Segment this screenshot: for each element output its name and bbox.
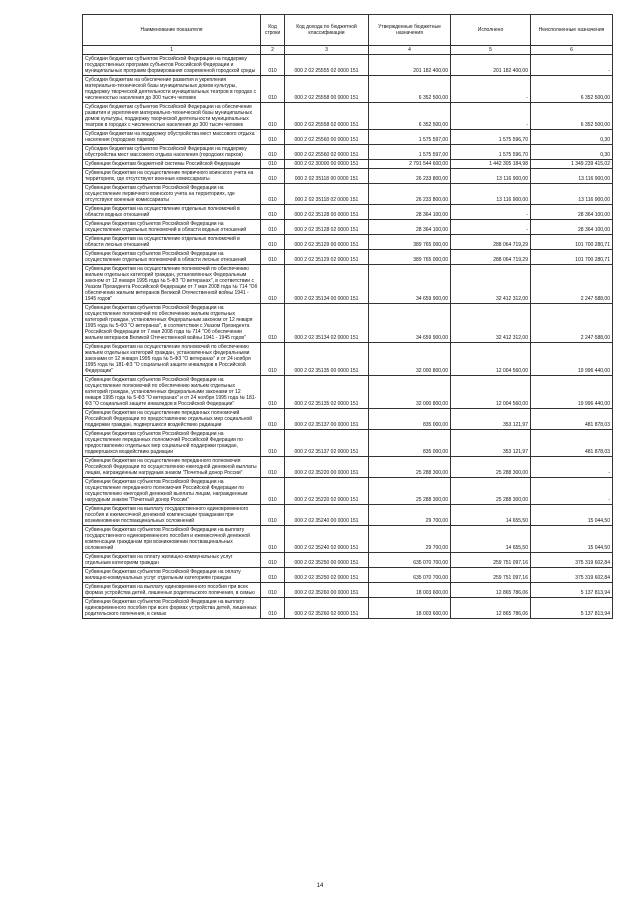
unexecuted-amount-cell: 19 996 440,00 — [531, 376, 613, 409]
row-name-cell: Субвенции бюджетам на осуществление переданных полномочий Российской Федерации по предоставлению отдельных мер социальной поддержки граждан, подвергшихся воздействию радиации — [83, 409, 261, 430]
table-row — [83, 205, 613, 220]
budget-code-cell: 000 2 02 25558 00 0000 151 — [285, 76, 369, 103]
budget-code-cell: 000 2 02 35128 02 0000 151 — [285, 220, 369, 235]
executed-amount-cell: 12 865 786,06 — [451, 598, 531, 619]
unexecuted-amount-cell: 481 878,03 — [531, 430, 613, 457]
budget-code-cell: 000 2 02 35250 00 0000 151 — [285, 553, 369, 568]
executed-amount-cell: 12 004 560,00 — [451, 343, 531, 376]
executed-amount-cell: 13 116 900,00 — [451, 184, 531, 205]
budget-code-cell: 000 2 02 35135 00 0000 151 — [285, 343, 369, 376]
column-number: 5 — [451, 46, 531, 55]
executed-amount-cell: 32 412 312,00 — [451, 265, 531, 304]
executed-amount-cell: 32 412 312,00 — [451, 304, 531, 343]
executed-amount-cell: 13 116 900,00 — [451, 169, 531, 184]
table-row — [83, 505, 613, 526]
executed-amount-cell: 259 751 097,16 — [451, 568, 531, 583]
unexecuted-amount-cell: 5 137 813,94 — [531, 598, 613, 619]
header-cell-name: Наименование показателя — [83, 15, 261, 46]
table-row — [83, 220, 613, 235]
row-code-cell: 010 — [261, 265, 285, 304]
row-name-cell: Субвенции бюджетам субъектов Российской Федерации на выплату государственного единовременного пособия и ежемесячной денежной компенсации гражданам при возникновении поствакцинальных осложнений — [83, 526, 261, 553]
table-row — [83, 235, 613, 250]
unexecuted-amount-cell: 1 349 239 415,02 — [531, 160, 613, 169]
executed-amount-cell: 12 865 786,06 — [451, 583, 531, 598]
unexecuted-amount-cell: 28 364 100,00 — [531, 220, 613, 235]
row-code-cell: 010 — [261, 457, 285, 478]
budget-code-cell: 000 2 02 35250 02 0000 151 — [285, 568, 369, 583]
row-name-cell: Субвенции бюджетам субъектов Российской Федерации на осуществление полномочий по обеспечению жильем отдельных категорий граждан, установленных федеральными законами от 12 января 1995 года № 5-ФЗ "О ветеранах" и от 24 ноября 1995 года № 181-ФЗ "О социальной защите инвалидов в Российской Федерации" — [83, 376, 261, 409]
table-row — [83, 457, 613, 478]
budget-code-cell: 000 2 02 35240 02 0000 151 — [285, 526, 369, 553]
row-name-cell: Субсидии бюджетам субъектов Российской Федерации на поддержку государственных программ субъектов Российской Федерации и муниципальных программ формирования современной городской среды — [83, 55, 261, 76]
unexecuted-amount-cell: 481 878,03 — [531, 409, 613, 430]
column-number: 2 — [261, 46, 285, 55]
report-page — [82, 14, 612, 619]
row-name-cell: Субсидии бюджетам субъектов Российской Федерации на обеспечение развития и укрепления материально-технической базы муниципальных домов культуры, поддержку творческой деятельности муниципальных театров в городах с численностью населения до 300 тысяч человек — [83, 103, 261, 130]
row-code-cell: 010 — [261, 568, 285, 583]
header-cell-unexecuted: Неисполненные назначения — [531, 15, 613, 46]
budget-code-cell: 000 2 02 35137 02 0000 151 — [285, 430, 369, 457]
budget-code-cell: 000 2 02 35134 02 0000 151 — [285, 304, 369, 343]
unexecuted-amount-cell: - — [531, 457, 613, 478]
row-code-cell: 010 — [261, 376, 285, 409]
approved-amount-cell: 29 700,00 — [369, 526, 451, 553]
row-name-cell: Субвенции бюджетам субъектов Российской Федерации на осуществление отдельных полномочий в области водных отношений — [83, 220, 261, 235]
executed-amount-cell: 259 751 097,16 — [451, 553, 531, 568]
row-code-cell: 010 — [261, 553, 285, 568]
approved-amount-cell: 2 791 544 600,00 — [369, 160, 451, 169]
approved-amount-cell: 835 000,00 — [369, 409, 451, 430]
approved-amount-cell: 6 352 500,00 — [369, 103, 451, 130]
budget-code-cell: 000 2 02 35137 00 0000 151 — [285, 409, 369, 430]
budget-code-cell: 000 2 02 25555 02 0000 151 — [285, 55, 369, 76]
executed-amount-cell: 353 121,97 — [451, 409, 531, 430]
budget-code-cell: 000 2 02 35260 00 0000 151 — [285, 583, 369, 598]
approved-amount-cell: 389 765 000,00 — [369, 235, 451, 250]
row-name-cell: Субвенции бюджетам субъектов Российской Федерации на осуществление первичного воинского учета на территориях, где отсутствуют военные комиссариаты — [83, 184, 261, 205]
executed-amount-cell: 201 182 400,00 — [451, 55, 531, 76]
row-name-cell: Субвенции бюджетам на выплату государственного единовременного пособия и ежемесячной денежной компенсации гражданам при возникновении поствакцинальных осложнений — [83, 505, 261, 526]
table-row — [83, 160, 613, 169]
row-code-cell: 010 — [261, 169, 285, 184]
budget-code-cell: 000 2 02 25558 02 0000 151 — [285, 103, 369, 130]
unexecuted-amount-cell: 0,30 — [531, 145, 613, 160]
budget-revenue-table — [82, 14, 613, 619]
table-row — [83, 130, 613, 145]
approved-amount-cell: 25 288 300,00 — [369, 478, 451, 505]
row-name-cell: Субвенции бюджетам бюджетной системы Российской Федерации — [83, 160, 261, 169]
row-code-cell: 010 — [261, 130, 285, 145]
row-code-cell: 010 — [261, 430, 285, 457]
unexecuted-amount-cell: 15 044,50 — [531, 505, 613, 526]
table-row — [83, 526, 613, 553]
row-code-cell: 010 — [261, 184, 285, 205]
budget-code-cell: 000 2 02 35129 00 0000 151 — [285, 235, 369, 250]
unexecuted-amount-cell: 13 116 900,00 — [531, 184, 613, 205]
executed-amount-cell: - — [451, 220, 531, 235]
row-code-cell: 010 — [261, 250, 285, 265]
unexecuted-amount-cell: 19 996 440,00 — [531, 343, 613, 376]
executed-amount-cell: 25 288 300,00 — [451, 478, 531, 505]
table-row — [83, 265, 613, 304]
approved-amount-cell: 1 575 597,00 — [369, 130, 451, 145]
budget-code-cell: 000 2 02 25560 00 0000 151 — [285, 130, 369, 145]
row-name-cell: Субвенции бюджетам на выплату единовременного пособия при всех формах устройства детей, лишенных родительского попечения, в семью — [83, 583, 261, 598]
approved-amount-cell: 835 000,00 — [369, 430, 451, 457]
approved-amount-cell: 18 003 600,00 — [369, 598, 451, 619]
budget-code-cell: 000 2 02 35220 00 0000 151 — [285, 457, 369, 478]
row-code-cell: 010 — [261, 205, 285, 220]
unexecuted-amount-cell: 5 137 813,94 — [531, 583, 613, 598]
executed-amount-cell: 14 655,50 — [451, 526, 531, 553]
executed-amount-cell: 1 575 596,70 — [451, 145, 531, 160]
row-code-cell: 010 — [261, 235, 285, 250]
budget-code-cell: 000 2 02 30000 00 0000 151 — [285, 160, 369, 169]
row-code-cell: 010 — [261, 505, 285, 526]
executed-amount-cell: 288 064 719,29 — [451, 235, 531, 250]
approved-amount-cell: 29 700,00 — [369, 505, 451, 526]
row-code-cell: 010 — [261, 304, 285, 343]
header-cell-budget-code: Код дохода по бюджетной классификации — [285, 15, 369, 46]
executed-amount-cell: - — [451, 103, 531, 130]
table-row — [83, 598, 613, 619]
header-cell-executed: Исполнено — [451, 15, 531, 46]
row-code-cell: 010 — [261, 76, 285, 103]
column-number: 3 — [285, 46, 369, 55]
table-body — [83, 55, 613, 619]
unexecuted-amount-cell: 2 247 588,00 — [531, 265, 613, 304]
row-name-cell: Субвенции бюджетам субъектов Российской Федерации на осуществление переданных полномочий Российской Федерации по предоставлению отдельных мер социальной поддержки граждан, подвергшихся воздействию радиации — [83, 430, 261, 457]
table-row — [83, 343, 613, 376]
row-name-cell: Субвенции бюджетам на осуществление полномочий по обеспечению жильем отдельных категорий граждан, установленных Федеральным законом от 12 января 1995 года № 5-ФЗ "О ветеранах", в соответствии с Указом Президента Российской Федерации от 7 мая 2008 года № 714 "Об обеспечении жильем ветеранов Великой Отечественной войны 1941 - 1945 годов" — [83, 265, 261, 304]
row-code-cell: 010 — [261, 145, 285, 160]
row-name-cell: Субсидии бюджетам на обеспечение развития и укрепления материально-технической базы муниципальных домов культуры, поддержку творческой деятельности муниципальных театров в городах с численностью населения до 300 тысяч человек — [83, 76, 261, 103]
row-code-cell: 010 — [261, 478, 285, 505]
unexecuted-amount-cell: 0,30 — [531, 130, 613, 145]
row-name-cell: Субвенции бюджетам субъектов Российской Федерации на оплату жилищно-коммунальных услуг отдельным категориям граждан — [83, 568, 261, 583]
table-row — [83, 583, 613, 598]
executed-amount-cell: 288 064 719,29 — [451, 250, 531, 265]
budget-code-cell: 000 2 02 35220 02 0000 151 — [285, 478, 369, 505]
budget-code-cell: 000 2 02 35129 02 0000 151 — [285, 250, 369, 265]
unexecuted-amount-cell: - — [531, 55, 613, 76]
table-row — [83, 184, 613, 205]
row-name-cell: Субвенции бюджетам на осуществление отдельных полномочий в области водных отношений — [83, 205, 261, 220]
budget-code-cell: 000 2 02 35260 02 0000 151 — [285, 598, 369, 619]
unexecuted-amount-cell: 101 700 280,71 — [531, 250, 613, 265]
approved-amount-cell: 635 070 700,00 — [369, 568, 451, 583]
row-name-cell: Субвенции бюджетам на осуществление полномочий по обеспечению жильем отдельных категорий граждан, установленных федеральными законами от 12 января 1995 года № 5-ФЗ "О ветеранах" и от 24 ноября 1995 года № 181-ФЗ "О социальной защите инвалидов в Российской Федерации" — [83, 343, 261, 376]
approved-amount-cell: 34 659 900,00 — [369, 304, 451, 343]
approved-amount-cell: 26 233 800,00 — [369, 184, 451, 205]
approved-amount-cell: 6 352 500,00 — [369, 76, 451, 103]
row-name-cell: Субвенции бюджетам субъектов Российской Федерации на осуществление переданного полномочия Российской Федерации по осуществлению ежегодной денежной выплаты лицам, награжденным нагрудным знаком "Почетный донор России" — [83, 478, 261, 505]
budget-code-cell: 000 2 02 35128 00 0000 151 — [285, 205, 369, 220]
approved-amount-cell: 18 003 600,00 — [369, 583, 451, 598]
approved-amount-cell: 28 364 100,00 — [369, 205, 451, 220]
table-row — [83, 409, 613, 430]
row-code-cell: 010 — [261, 103, 285, 130]
approved-amount-cell: 32 000 800,00 — [369, 376, 451, 409]
table-row — [83, 430, 613, 457]
approved-amount-cell: 34 659 900,00 — [369, 265, 451, 304]
row-name-cell: Субвенции бюджетам субъектов Российской Федерации на выплату единовременного пособия при всех формах устройства детей, лишенных родительского попечения, в семью — [83, 598, 261, 619]
approved-amount-cell: 32 000 800,00 — [369, 343, 451, 376]
row-code-cell: 010 — [261, 526, 285, 553]
table-row — [83, 568, 613, 583]
executed-amount-cell: 25 288 300,00 — [451, 457, 531, 478]
row-code-cell: 010 — [261, 598, 285, 619]
unexecuted-amount-cell: 375 319 602,84 — [531, 553, 613, 568]
table-row — [83, 250, 613, 265]
budget-code-cell: 000 2 02 35135 02 0000 151 — [285, 376, 369, 409]
budget-code-cell: 000 2 02 35118 02 0000 151 — [285, 184, 369, 205]
executed-amount-cell: 12 004 560,00 — [451, 376, 531, 409]
header-cell-approved: Утвержденные бюджетные назначения — [369, 15, 451, 46]
header-row — [83, 15, 613, 46]
approved-amount-cell: 1 575 597,00 — [369, 145, 451, 160]
unexecuted-amount-cell: 101 700 280,71 — [531, 235, 613, 250]
table-row — [83, 376, 613, 409]
executed-amount-cell: 14 655,50 — [451, 505, 531, 526]
header-cell-row-code: Код строки — [261, 15, 285, 46]
approved-amount-cell: 201 182 400,00 — [369, 55, 451, 76]
executed-amount-cell: 1 442 305 184,98 — [451, 160, 531, 169]
unexecuted-amount-cell: 2 247 588,00 — [531, 304, 613, 343]
row-code-cell: 010 — [261, 409, 285, 430]
budget-code-cell: 000 2 02 35134 00 0000 151 — [285, 265, 369, 304]
row-code-cell: 010 — [261, 343, 285, 376]
unexecuted-amount-cell: 15 044,50 — [531, 526, 613, 553]
row-name-cell: Субвенции бюджетам субъектов Российской Федерации на осуществление полномочий по обеспечению жильем отдельных категорий граждан, установленных Федеральным законом от 12 января 1995 года № 5-ФЗ "О ветеранах", в соответствии с Указом Президента Российской Федерации от 7 мая 2008 года № 714 "Об обеспечении жильем ветеранов Великой Отечественной войны 1941 - 1945 годов" — [83, 304, 261, 343]
row-name-cell: Субсидии бюджетам субъектов Российской Федерации на поддержку обустройства мест массового отдыха населения (городских парков) — [83, 145, 261, 160]
column-number-row — [83, 46, 613, 55]
unexecuted-amount-cell: 6 352 500,00 — [531, 103, 613, 130]
table-row — [83, 478, 613, 505]
unexecuted-amount-cell: 28 364 100,00 — [531, 205, 613, 220]
approved-amount-cell: 26 233 800,00 — [369, 169, 451, 184]
executed-amount-cell: 353 121,97 — [451, 430, 531, 457]
table-row — [83, 103, 613, 130]
row-code-cell: 010 — [261, 583, 285, 598]
row-code-cell: 010 — [261, 220, 285, 235]
approved-amount-cell: 635 070 700,00 — [369, 553, 451, 568]
table-row — [83, 76, 613, 103]
row-name-cell: Субвенции бюджетам на осуществление отдельных полномочий в области лесных отношений — [83, 235, 261, 250]
row-name-cell: Субсидии бюджетам на поддержку обустройства мест массового отдыха населения (городских парков) — [83, 130, 261, 145]
row-name-cell: Субвенции бюджетам на осуществление первичного воинского учета на территориях, где отсутствуют военные комиссариаты — [83, 169, 261, 184]
unexecuted-amount-cell: 13 116 900,00 — [531, 169, 613, 184]
row-name-cell: Субвенции бюджетам на осуществление переданного полномочия Российской Федерации по осуществлению ежегодной денежной выплаты лицам, награжденным нагрудным знаком "Почетный донор России" — [83, 457, 261, 478]
row-code-cell: 010 — [261, 160, 285, 169]
budget-code-cell: 000 2 02 35240 00 0000 151 — [285, 505, 369, 526]
executed-amount-cell: - — [451, 76, 531, 103]
budget-code-cell: 000 2 02 35118 00 0000 151 — [285, 169, 369, 184]
executed-amount-cell: 1 575 596,70 — [451, 130, 531, 145]
column-number: 4 — [369, 46, 451, 55]
table-row — [83, 553, 613, 568]
unexecuted-amount-cell: 6 352 500,00 — [531, 76, 613, 103]
approved-amount-cell: 28 364 100,00 — [369, 220, 451, 235]
column-number: 1 — [83, 46, 261, 55]
column-number: 6 — [531, 46, 613, 55]
table-row — [83, 145, 613, 160]
unexecuted-amount-cell: 375 319 602,84 — [531, 568, 613, 583]
page-number: 14 — [316, 883, 324, 889]
unexecuted-amount-cell: - — [531, 478, 613, 505]
row-code-cell: 010 — [261, 55, 285, 76]
approved-amount-cell: 25 288 300,00 — [369, 457, 451, 478]
budget-code-cell: 000 2 02 25560 02 0000 151 — [285, 145, 369, 160]
executed-amount-cell: - — [451, 205, 531, 220]
row-name-cell: Субвенции бюджетам на оплату жилищно-коммунальных услуг отдельным категориям граждан — [83, 553, 261, 568]
row-name-cell: Субвенции бюджетам субъектов Российской Федерации на осуществление отдельных полномочий в области лесных отношений — [83, 250, 261, 265]
table-row — [83, 304, 613, 343]
approved-amount-cell: 389 765 000,00 — [369, 250, 451, 265]
table-row — [83, 169, 613, 184]
table-row — [83, 55, 613, 76]
